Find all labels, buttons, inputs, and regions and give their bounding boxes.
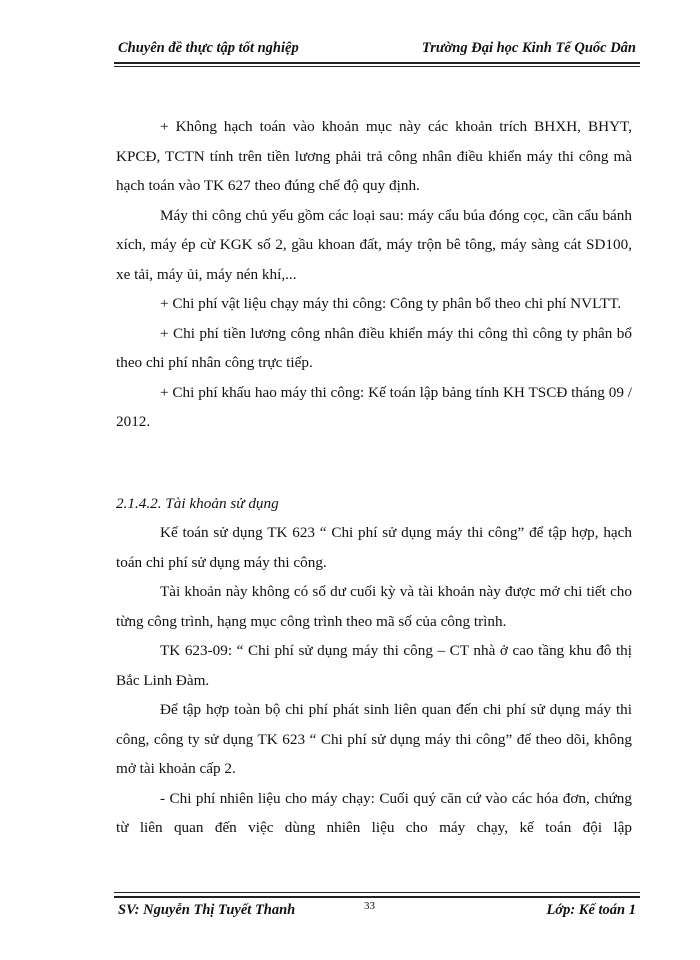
section-heading: 2.1.4.2. Tài khoản sử dụng <box>116 494 279 512</box>
paragraph: + Chi phí tiền lương công nhân điều khiển máy thi công thì công ty phân bổ theo chi phí nhân công trực tiếp. <box>116 324 632 371</box>
document-body <box>116 112 632 843</box>
header-left-title: Chuyên đề thực tập tốt nghiệp <box>118 40 299 56</box>
paragraph: TK 623-09: “ Chi phí sử dụng máy thi công – CT nhà ở cao tầng khu đô thị Bắc Linh Đàm. <box>116 642 632 689</box>
paragraph: Kế toán sử dụng TK 623 “ Chi phí sử dụng máy thi công” để tập hợp, hạch toán chi phí sử dụng máy thi công. <box>116 524 632 571</box>
paragraph: Tài khoản này không có số dư cuối kỳ và tài khoản này được mở chi tiết cho từng công trình, hạng mục công trình theo mã số của công trình. <box>116 583 632 630</box>
footer-rule-thin <box>114 892 640 893</box>
header-right-title: Trường Đại học Kinh Tế Quốc Dân <box>421 40 636 56</box>
paragraph: Để tập hợp toàn bộ chi phí phát sinh liên quan đến chi phí sử dụng máy thi công, công ty sử dụng TK 623 “ Chi phí sử dụng máy thi công” để theo dõi, không mở tài khoản cấp 2. <box>116 701 632 777</box>
section-gap <box>116 437 632 489</box>
paragraph: + Không hạch toán vào khoản mục này các khoản trích BHXH, BHYT, KPCĐ, TCTN tính trên tiền lương phải trả công nhân điều khiển máy thi công mà hạch toán vào TK 627 theo đúng chế độ quy định. <box>116 118 632 194</box>
page-number: 33 <box>364 900 375 912</box>
paragraph: - Chi phí nhiên liệu cho máy chạy: Cuối quý căn cứ vào các hóa đơn, chứng từ liên quan đến việc dùng nhiên liệu cho máy chạy, kế toán đội lập <box>116 789 632 836</box>
paragraph: Máy thi công chủ yếu gồm các loại sau: máy cẩu búa đóng cọc, cần cẩu bánh xích, máy ép cừ KGK số 2, gầu khoan đất, máy trộn bê tông, máy sàng cát SD100, xe tải, máy ủi, máy nén khí,... <box>116 206 632 283</box>
footer-rule-thick <box>114 896 640 898</box>
footer-student-name: SV: Nguyễn Thị Tuyết Thanh <box>118 902 296 918</box>
footer-class-name: Lớp: Kế toán 1 <box>546 902 636 918</box>
page-footer <box>114 892 640 922</box>
paragraph: + Chi phí khấu hao máy thi công: Kế toán lập bảng tính KH TSCĐ tháng 09 / 2012. <box>116 383 632 430</box>
paragraph: + Chi phí vật liệu chạy máy thi công: Công ty phân bổ theo chi phí NVLTT. <box>160 295 622 312</box>
header-rule-thick <box>114 62 640 64</box>
header-rule-thin <box>114 66 640 67</box>
page-header <box>114 38 640 62</box>
